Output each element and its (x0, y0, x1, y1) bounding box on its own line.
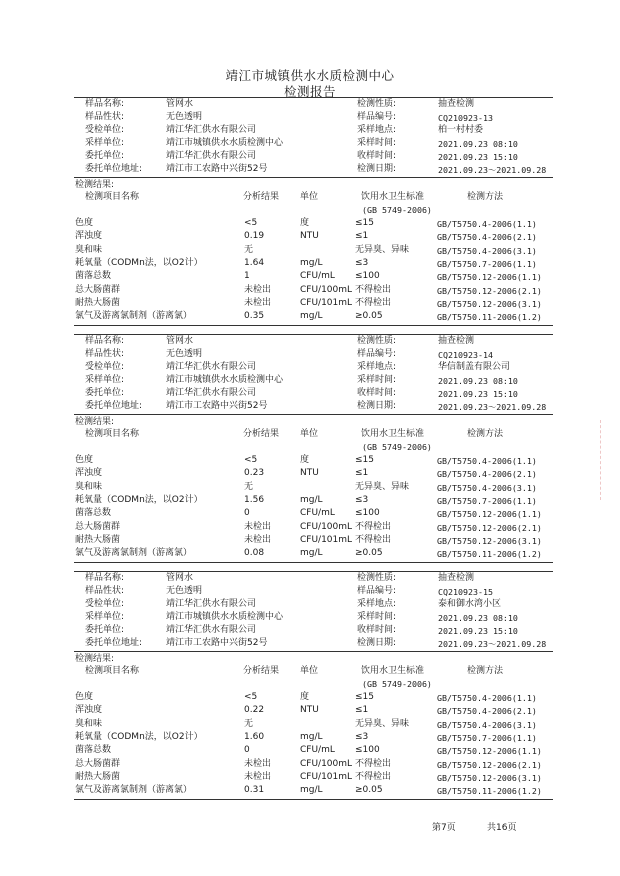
col-header-method: 检测方法 (467, 192, 504, 202)
row-result: 未检出 (244, 297, 272, 308)
col-header-result: 分析结果 (243, 666, 280, 676)
row-unit: 度 (300, 455, 310, 465)
info-value: 无色透明 (166, 349, 203, 359)
info-value-right: 2021.09.23 08:10 (438, 376, 518, 386)
row-unit: NTU (300, 705, 319, 716)
col-header-standard-ref: (GB 5749-2006) (362, 442, 432, 452)
row-standard: ≤3 (355, 494, 369, 505)
row-standard: ≤15 (355, 455, 374, 465)
info-top-rule (74, 571, 553, 572)
info-bottom-rule (74, 651, 553, 652)
row-unit: mg/L (300, 548, 323, 559)
org-title: 靖江市城镇供水水质检测中心 (225, 68, 395, 83)
info-label: 采样单位: (85, 612, 125, 622)
info-label-right: 检测性质: (357, 336, 397, 346)
info-label-right: 检测日期: (357, 638, 397, 648)
col-header-standard: 饮用水卫生标准 (361, 666, 425, 676)
row-method: GB/T5750.7-2006(1.1) (437, 258, 537, 269)
info-top-rule (74, 97, 553, 98)
row-result: 1.56 (244, 494, 265, 505)
row-item: 耐热大肠菌 (75, 297, 121, 308)
info-value: 靖江华汇供水有限公司 (166, 151, 257, 161)
row-method: GB/T5750.12-2006(3.1) (437, 535, 542, 546)
info-label-right: 收样时间: (357, 388, 397, 398)
row-result: 0.35 (244, 311, 265, 322)
row-method: GB/T5750.7-2006(1.1) (437, 732, 537, 743)
row-method: GB/T5750.12-2006(1.1) (437, 272, 542, 283)
row-unit: NTU (300, 231, 319, 242)
col-header-method: 检测方法 (467, 666, 504, 676)
info-label: 采样单位: (85, 375, 125, 385)
info-value: 靖江华汇供水有限公司 (166, 625, 257, 635)
info-bottom-rule (74, 414, 553, 415)
info-value-right: 2021.09.23 15:10 (438, 152, 518, 162)
info-label-right: 采样时间: (357, 138, 397, 148)
row-standard: ≥0.05 (355, 311, 383, 322)
row-unit: mg/L (300, 257, 323, 268)
info-value: 靖江市工农路中兴街52号 (166, 164, 268, 174)
row-method: GB/T5750.4-2006(1.1) (437, 456, 537, 466)
info-label: 样品性状: (85, 586, 125, 596)
row-item: 浑浊度 (75, 231, 103, 242)
info-value: 靖江华汇供水有限公司 (166, 388, 257, 398)
row-standard: ≤1 (355, 705, 369, 716)
row-standard: ≤1 (355, 468, 369, 479)
info-label: 委托单位: (85, 625, 125, 635)
row-item: 氯气及游离氯制剂（游离氯） (75, 785, 193, 796)
info-value: 靖江华汇供水有限公司 (166, 125, 257, 135)
info-value: 靖江市城镇供水水质检测中心 (166, 612, 284, 622)
row-unit: mg/L (300, 494, 323, 505)
row-item: 浑浊度 (75, 468, 103, 479)
row-item: 氯气及游离氯制剂（游离氯） (75, 311, 193, 322)
row-standard: 无异臭、异味 (355, 481, 410, 492)
row-method: GB/T5750.12-2006(2.1) (437, 522, 542, 533)
info-label: 样品名称: (85, 336, 125, 346)
row-unit: CFU/mL (300, 745, 335, 756)
info-label: 采样单位: (85, 138, 125, 148)
info-label: 受检单位: (85, 599, 125, 609)
row-unit: mg/L (300, 311, 323, 322)
row-method: GB/T5750.11-2006(1.2) (437, 549, 542, 560)
row-method: GB/T5750.4-2006(1.1) (437, 219, 537, 229)
row-item: 臭和味 (75, 244, 103, 255)
info-value-right: 2021.09.23～2021.09.28 (438, 402, 547, 412)
row-unit: CFU/101mL (300, 771, 353, 782)
info-label: 委托单位地址: (85, 401, 143, 411)
row-unit: CFU/101mL (300, 297, 353, 308)
row-unit: mg/L (300, 785, 323, 796)
row-standard: ≤15 (355, 218, 374, 228)
row-unit: NTU (300, 468, 319, 479)
row-item: 氯气及游离氯制剂（游离氯） (75, 548, 193, 559)
row-standard: 不得检出 (355, 534, 392, 545)
row-result: 无 (244, 244, 254, 255)
info-value: 靖江市工农路中兴街52号 (166, 401, 268, 411)
row-unit: CFU/100mL (300, 758, 353, 769)
doc-title: 检测报告 (283, 84, 336, 99)
info-label: 样品名称: (85, 573, 125, 583)
info-value-right: 2021.09.23 08:10 (438, 613, 518, 623)
row-result: 1 (244, 271, 250, 282)
row-method: GB/T5750.7-2006(1.1) (437, 495, 537, 506)
col-header-standard-ref: (GB 5749-2006) (362, 205, 432, 215)
info-value-right: 2021.09.23 08:10 (438, 139, 518, 149)
info-label-right: 检测性质: (357, 573, 397, 583)
info-value-right: 泰和御水湾小区 (438, 599, 502, 609)
row-result: 未检出 (244, 771, 272, 782)
info-label-right: 采样地点: (357, 599, 397, 609)
row-standard: ≤3 (355, 257, 369, 268)
info-bottom-rule (74, 177, 553, 178)
row-unit: CFU/100mL (300, 521, 353, 532)
info-value-right: 2021.09.23 15:10 (438, 389, 518, 399)
row-result: 0.08 (244, 548, 265, 559)
row-item: 菌落总数 (75, 745, 112, 756)
row-method: GB/T5750.12-2006(3.1) (437, 772, 542, 783)
info-value: 管网水 (166, 573, 194, 583)
info-label-right: 样品编号: (357, 112, 397, 122)
table-bottom-rule (74, 562, 553, 563)
row-item: 耗氧量（CODMn法，以O2计） (75, 257, 203, 268)
col-header-item: 检测项目名称 (85, 666, 140, 676)
row-standard: 不得检出 (355, 521, 392, 532)
row-method: GB/T5750.11-2006(1.2) (437, 312, 542, 323)
row-unit: 度 (300, 218, 310, 228)
info-label-right: 检测日期: (357, 401, 397, 411)
row-item: 菌落总数 (75, 271, 112, 282)
info-label: 受检单位: (85, 125, 125, 135)
row-standard: 不得检出 (355, 297, 392, 308)
col-header-unit: 单位 (300, 666, 319, 676)
row-result: <5 (244, 692, 258, 702)
row-unit: CFU/mL (300, 271, 335, 282)
row-method: GB/T5750.12-2006(1.1) (437, 509, 542, 520)
info-label-right: 采样地点: (357, 362, 397, 372)
col-header-item: 检测项目名称 (85, 192, 140, 202)
row-result: 无 (244, 718, 254, 729)
row-result: 0 (244, 508, 250, 519)
table-bottom-rule (74, 325, 553, 326)
row-result: 0.23 (244, 468, 265, 479)
row-method: GB/T5750.4-2006(2.1) (437, 232, 537, 243)
info-label: 委托单位: (85, 388, 125, 398)
row-item: 臭和味 (75, 481, 103, 492)
info-value-right: 2021.09.23～2021.09.28 (438, 639, 547, 649)
row-method: GB/T5750.4-2006(3.1) (437, 482, 537, 493)
row-method: GB/T5750.4-2006(2.1) (437, 469, 537, 480)
info-value: 管网水 (166, 99, 194, 109)
row-method: GB/T5750.4-2006(1.1) (437, 693, 537, 703)
info-value: 靖江市城镇供水水质检测中心 (166, 375, 284, 385)
row-item: 臭和味 (75, 718, 103, 729)
row-method: GB/T5750.12-2006(2.1) (437, 285, 542, 296)
info-label-right: 采样时间: (357, 612, 397, 622)
info-value: 靖江市工农路中兴街52号 (166, 638, 268, 648)
row-result: 1.60 (244, 731, 265, 742)
page-total: 共16页 (487, 823, 517, 833)
col-header-method: 检测方法 (467, 429, 504, 439)
row-result: 无 (244, 481, 254, 492)
info-label-right: 检测性质: (357, 99, 397, 109)
results-label: 检测结果: (75, 654, 115, 664)
col-header-result: 分析结果 (243, 429, 280, 439)
info-value: 靖江华汇供水有限公司 (166, 599, 257, 609)
row-method: GB/T5750.4-2006(2.1) (437, 706, 537, 717)
row-item: 总大肠菌群 (75, 521, 121, 532)
row-item: 耐热大肠菌 (75, 534, 121, 545)
row-result: 未检出 (244, 758, 272, 769)
row-item: 浑浊度 (75, 705, 103, 716)
info-label-right: 收样时间: (357, 625, 397, 635)
row-unit: CFU/mL (300, 508, 335, 519)
row-unit: CFU/100mL (300, 284, 353, 295)
info-label-right: 采样地点: (357, 125, 397, 135)
info-value-right: 2021.09.23 15:10 (438, 626, 518, 636)
info-value-right: 抽查检测 (438, 336, 475, 346)
row-standard: ≥0.05 (355, 548, 383, 559)
info-value: 靖江华汇供水有限公司 (166, 362, 257, 372)
info-value-right: 2021.09.23～2021.09.28 (438, 165, 547, 175)
info-label: 样品名称: (85, 99, 125, 109)
col-header-standard-ref: (GB 5749-2006) (362, 679, 432, 689)
info-label: 受检单位: (85, 362, 125, 372)
row-method: GB/T5750.11-2006(1.2) (437, 786, 542, 797)
col-header-item: 检测项目名称 (85, 429, 140, 439)
row-result: 未检出 (244, 284, 272, 295)
info-value-right: CQ210923-14 (438, 350, 493, 360)
row-result: 0.19 (244, 231, 265, 242)
results-label: 检测结果: (75, 180, 115, 190)
row-standard: 无异臭、异味 (355, 244, 410, 255)
info-top-rule (74, 334, 553, 335)
seal-stamp-edge (600, 420, 620, 500)
row-standard: ≤3 (355, 731, 369, 742)
info-value-right: CQ210923-15 (438, 587, 493, 597)
row-method: GB/T5750.12-2006(2.1) (437, 759, 542, 770)
row-result: 0 (244, 745, 250, 756)
row-item: 总大肠菌群 (75, 758, 121, 769)
row-standard: ≤100 (355, 508, 380, 519)
col-header-standard: 饮用水卫生标准 (361, 429, 425, 439)
info-label-right: 检测日期: (357, 164, 397, 174)
row-item: 色度 (75, 692, 94, 702)
info-label: 样品性状: (85, 112, 125, 122)
info-value-right: 抽查检测 (438, 99, 475, 109)
row-standard: ≥0.05 (355, 785, 383, 796)
row-item: 耗氧量（CODMn法，以O2计） (75, 731, 203, 742)
info-value: 靖江市城镇供水水质检测中心 (166, 138, 284, 148)
info-label: 委托单位地址: (85, 164, 143, 174)
row-standard: ≤1 (355, 231, 369, 242)
info-value-right: CQ210923-13 (438, 113, 493, 123)
info-label-right: 样品编号: (357, 349, 397, 359)
col-header-unit: 单位 (300, 192, 319, 202)
info-label-right: 收样时间: (357, 151, 397, 161)
row-standard: 不得检出 (355, 758, 392, 769)
info-label: 委托单位: (85, 151, 125, 161)
row-standard: 无异臭、异味 (355, 718, 410, 729)
row-standard: 不得检出 (355, 771, 392, 782)
row-result: <5 (244, 218, 258, 228)
col-header-result: 分析结果 (243, 192, 280, 202)
info-label: 样品性状: (85, 349, 125, 359)
row-result: <5 (244, 455, 258, 465)
row-unit: 度 (300, 692, 310, 702)
row-standard: ≤100 (355, 271, 380, 282)
info-label: 委托单位地址: (85, 638, 143, 648)
row-result: 0.22 (244, 705, 265, 716)
row-item: 总大肠菌群 (75, 284, 121, 295)
row-item: 耗氧量（CODMn法，以O2计） (75, 494, 203, 505)
row-method: GB/T5750.12-2006(3.1) (437, 298, 542, 309)
row-result: 未检出 (244, 534, 272, 545)
row-standard: ≤15 (355, 692, 374, 702)
row-result: 未检出 (244, 521, 272, 532)
row-unit: CFU/101mL (300, 534, 353, 545)
table-bottom-rule (74, 799, 553, 800)
info-label-right: 样品编号: (357, 586, 397, 596)
col-header-standard: 饮用水卫生标准 (361, 192, 425, 202)
info-value: 无色透明 (166, 586, 203, 596)
info-label-right: 采样时间: (357, 375, 397, 385)
row-item: 色度 (75, 455, 94, 465)
row-standard: ≤100 (355, 745, 380, 756)
page-number: 第7页 (432, 823, 456, 833)
row-item: 菌落总数 (75, 508, 112, 519)
info-value-right: 柏一村村委 (438, 125, 484, 135)
info-value-right: 华信制盖有限公司 (438, 362, 511, 372)
row-standard: 不得检出 (355, 284, 392, 295)
results-label: 检测结果: (75, 417, 115, 427)
row-item: 耐热大肠菌 (75, 771, 121, 782)
col-header-unit: 单位 (300, 429, 319, 439)
row-result: 1.64 (244, 257, 265, 268)
row-result: 0.31 (244, 785, 265, 796)
row-unit: mg/L (300, 731, 323, 742)
info-value-right: 抽查检测 (438, 573, 475, 583)
row-method: GB/T5750.12-2006(1.1) (437, 746, 542, 757)
row-method: GB/T5750.4-2006(3.1) (437, 245, 537, 256)
row-item: 色度 (75, 218, 94, 228)
info-value: 管网水 (166, 336, 194, 346)
info-value: 无色透明 (166, 112, 203, 122)
row-method: GB/T5750.4-2006(3.1) (437, 719, 537, 730)
